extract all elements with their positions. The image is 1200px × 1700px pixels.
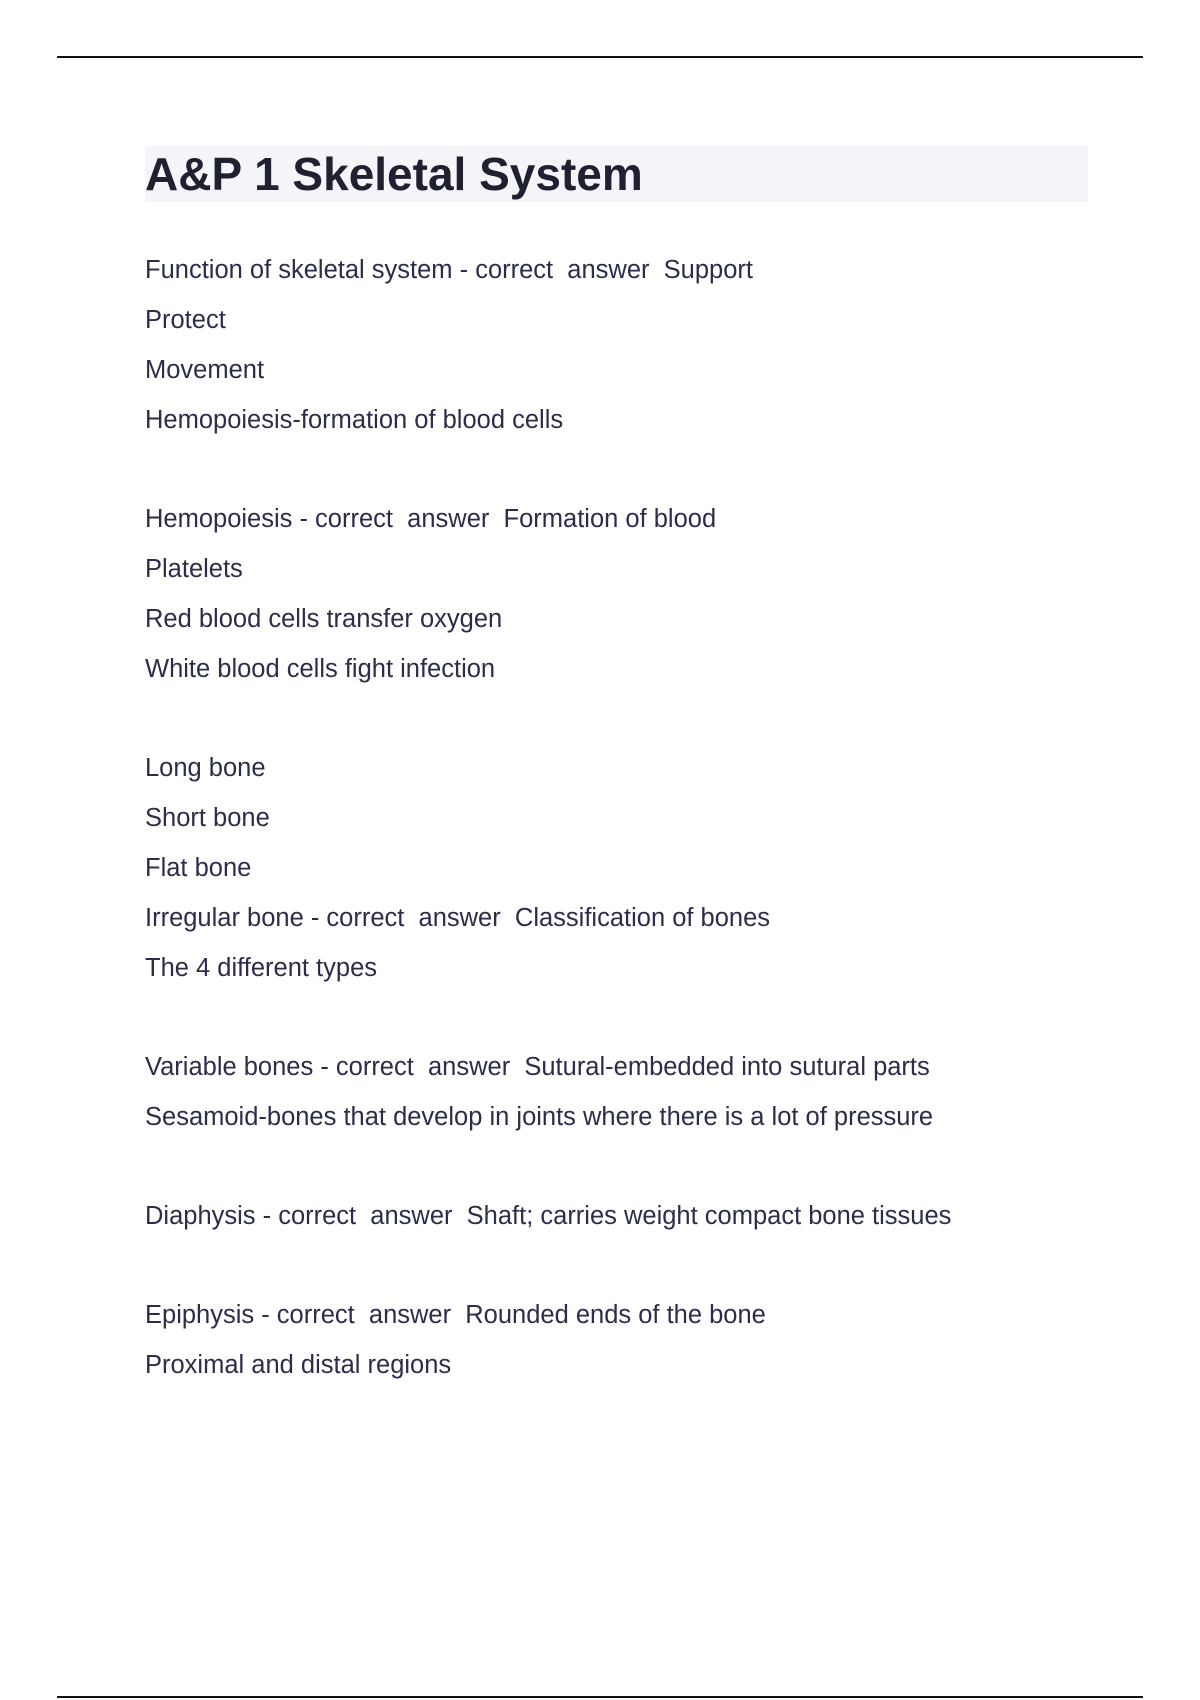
card-line: Short bone (145, 804, 270, 832)
card-spacer (145, 445, 1105, 494)
document-body (145, 245, 1105, 1390)
card-line: White blood cells fight infection (145, 655, 496, 683)
card-line: Epiphysis - correct answer Rounded ends of the bone (145, 1301, 766, 1329)
card-line: Proximal and distal regions (145, 1351, 452, 1379)
card-line: Hemopoiesis - correct answer Formation of blood (145, 505, 717, 533)
flashcard (145, 245, 1105, 445)
card-line: Sesamoid-bones that develop in joints where there is a lot of pressure (145, 1103, 934, 1131)
header-rule (57, 56, 1143, 58)
card-line: The 4 different types (145, 954, 378, 982)
card-line: Diaphysis - correct answer Shaft; carries weight compact bone tissues (145, 1202, 952, 1230)
flashcard (145, 743, 1105, 993)
flashcard (145, 1191, 1105, 1241)
flashcard (145, 1290, 1105, 1390)
flashcard (145, 1042, 1105, 1142)
footer-rule (57, 1696, 1143, 1698)
card-spacer (145, 1142, 1105, 1191)
card-line: Flat bone (145, 854, 252, 882)
card-line: Protect (145, 306, 226, 334)
card-line: Irregular bone - correct answer Classification of bones (145, 904, 771, 932)
card-line: Long bone (145, 754, 266, 782)
card-spacer (145, 1241, 1105, 1290)
card-line: Platelets (145, 555, 243, 583)
flashcard (145, 494, 1105, 694)
card-line: Function of skeletal system - correct answer Support (145, 256, 753, 284)
card-line: Variable bones - correct answer Sutural-embedded into sutural parts (145, 1053, 930, 1081)
card-line: Red blood cells transfer oxygen (145, 605, 503, 633)
card-spacer (145, 694, 1105, 743)
card-line: Hemopoiesis-formation of blood cells (145, 406, 564, 434)
document-title: A&P 1 Skeletal System (145, 148, 643, 200)
card-spacer (145, 993, 1105, 1042)
card-line: Movement (145, 356, 265, 384)
